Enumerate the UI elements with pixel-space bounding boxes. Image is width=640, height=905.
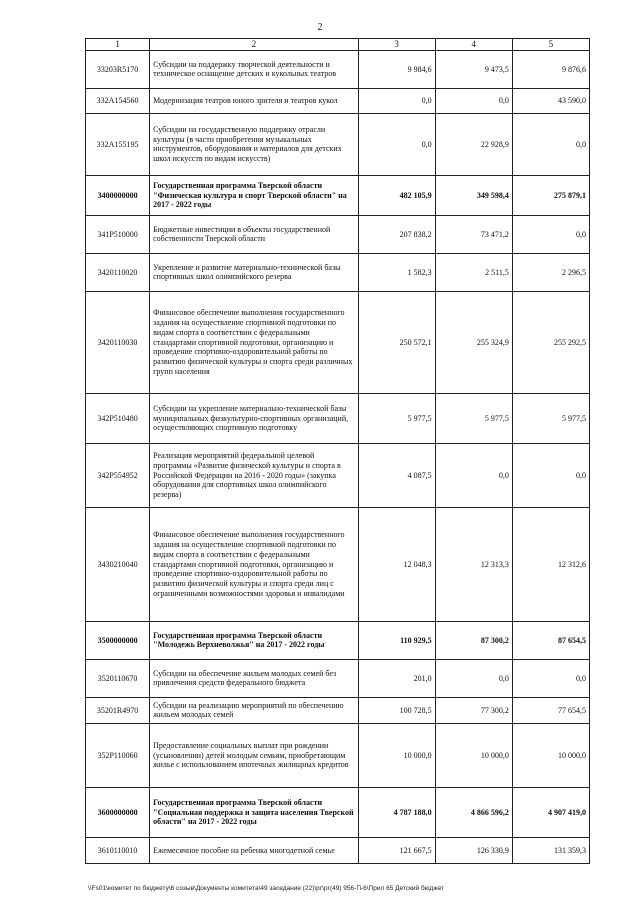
- table-row: [86, 291, 590, 393]
- header-col-1: 1: [86, 39, 150, 51]
- row-value-2018: 0,0: [435, 443, 512, 507]
- row-value-2018: 77 300,2: [435, 697, 512, 723]
- row-name: Финансовое обеспечение выполнения государственного задания на осуществление спортивной подготовки по видам спорта в соответствии с федеральными стандартами спортивной подготовки, организацию и проведение спортивно-оздоровительной работы по развитию физической культуры и спорта среди различных групп населения: [150, 291, 358, 393]
- row-name: Реализация мероприятий федеральной целевой программы «Развитие физической культуры и спорта в Российской Федерации на 2016 - 2020 годы» (закупка оборудования для спортивных школ олимпийского резерва): [150, 443, 358, 507]
- row-value-2019: 77 654,5: [512, 697, 589, 723]
- table-row-program: [86, 175, 590, 215]
- row-name: Субсидии на поддержку творческой деятельности и техническое оснащение детских и кукольных театров: [150, 50, 358, 88]
- row-value-2018: 4 866 596,2: [435, 787, 512, 837]
- table-row: [86, 393, 590, 443]
- header-col-2: 2: [150, 39, 358, 51]
- row-code: 33203R5170: [86, 50, 150, 88]
- row-value-2017: 207 838,2: [358, 215, 435, 253]
- row-value-2019: 87 654,5: [512, 621, 589, 659]
- header-col-4: 4: [435, 39, 512, 51]
- row-value-2017: 250 572,1: [358, 291, 435, 393]
- row-code: 3520110670: [86, 659, 150, 697]
- row-value-2019: 9 876,6: [512, 50, 589, 88]
- row-code: 35201R4970: [86, 697, 150, 723]
- row-value-2019: 10 000,0: [512, 723, 589, 787]
- row-name: Субсидии на государственную поддержку отрасли культуры (в части приобретения музыкальных инструментов, оборудования и материалов для детских школ искусств по видам искусств): [150, 113, 358, 175]
- row-value-2018: 126 330,9: [435, 837, 512, 863]
- row-code: 3420110030: [86, 291, 150, 393]
- row-code: 332A154560: [86, 88, 150, 113]
- table-row: [86, 659, 590, 697]
- table-row: [86, 215, 590, 253]
- row-name: Государственная программа Тверской области "Физическая культура и спорт Тверской области" на 2017 - 2022 годы: [150, 175, 358, 215]
- row-value-2019: 0,0: [512, 215, 589, 253]
- row-code: 342P510480: [86, 393, 150, 443]
- row-value-2019: 2 296,5: [512, 253, 589, 291]
- row-name: Финансовое обеспечение выполнения государственного задания на осуществление спортивной подготовки по видам спорта в соответствии с федеральными стандартами спортивной подготовки, организацию и проведение спортивно-оздоровительной работы по развитию физической культуры и спорта среди лиц с ограниченными возможностями здоровья и инвалидами: [150, 507, 358, 621]
- row-value-2018: 0,0: [435, 88, 512, 113]
- row-value-2017: 4 087,5: [358, 443, 435, 507]
- row-value-2018: 73 471,2: [435, 215, 512, 253]
- row-code: 3610110010: [86, 837, 150, 863]
- row-name: Укрепление и развитие материально-технической базы спортивных школ олимпийского резерва: [150, 253, 358, 291]
- footer-file-path: \\Fs01\комитет по бюджету\6 созыв\Документы комитета\49 заседание (22)\рг\рг(49) 956-П-6\Прил 65 Детский бюджет: [88, 885, 444, 892]
- header-col-3: 3: [358, 39, 435, 51]
- row-value-2018: 87 300,2: [435, 621, 512, 659]
- table-row: [86, 88, 590, 113]
- table-row-program: [86, 787, 590, 837]
- row-value-2017: 0,0: [358, 88, 435, 113]
- row-code: 342P554952: [86, 443, 150, 507]
- row-value-2017: 201,0: [358, 659, 435, 697]
- row-value-2019: 0,0: [512, 659, 589, 697]
- row-value-2017: 482 105,9: [358, 175, 435, 215]
- row-code: 332A155195: [86, 113, 150, 175]
- row-name: Модернизация театров юного зрителя и театров кукол: [150, 88, 358, 113]
- row-name: Государственная программа Тверской области "Социальная поддержка и защита населения Тверской области" на 2017 - 2022 годы: [150, 787, 358, 837]
- row-code: 352P110060: [86, 723, 150, 787]
- row-value-2017: 100 728,5: [358, 697, 435, 723]
- table-row: [86, 507, 590, 621]
- row-value-2019: 0,0: [512, 113, 589, 175]
- row-name: Ежемесячное пособие на ребенка многодетной семье: [150, 837, 358, 863]
- table-row: [86, 113, 590, 175]
- row-value-2019: 0,0: [512, 443, 589, 507]
- row-name: Государственная программа Тверской области "Молодежь Верхневолжья" на 2017 - 2022 годы: [150, 621, 358, 659]
- row-value-2017: 9 984,6: [358, 50, 435, 88]
- row-value-2017: 10 000,0: [358, 723, 435, 787]
- row-value-2019: 43 590,0: [512, 88, 589, 113]
- row-code: 3400000000: [86, 175, 150, 215]
- table-body: [86, 50, 590, 863]
- row-code: 3500000000: [86, 621, 150, 659]
- row-value-2019: 5 977,5: [512, 393, 589, 443]
- row-value-2019: 4 907 419,0: [512, 787, 589, 837]
- row-value-2017: 1 582,3: [358, 253, 435, 291]
- row-name: Субсидии на укрепление материально-технической базы муниципальных физкультурно-спортивных организаций, осуществляющих спортивную подготовку: [150, 393, 358, 443]
- row-value-2017: 5 977,5: [358, 393, 435, 443]
- row-value-2018: 22 928,9: [435, 113, 512, 175]
- row-value-2017: 0,0: [358, 113, 435, 175]
- row-code: 341P510000: [86, 215, 150, 253]
- row-value-2017: 110 929,5: [358, 621, 435, 659]
- row-value-2017: 4 787 188,0: [358, 787, 435, 837]
- row-value-2017: 121 667,5: [358, 837, 435, 863]
- row-value-2018: 255 324,9: [435, 291, 512, 393]
- row-value-2019: 131 359,3: [512, 837, 589, 863]
- row-name: Субсидии на реализацию мероприятий по обеспечению жильем молодых семей: [150, 697, 358, 723]
- table-row: [86, 697, 590, 723]
- table-row-program: [86, 621, 590, 659]
- row-value-2018: 2 511,5: [435, 253, 512, 291]
- page-number: 2: [317, 22, 323, 33]
- row-name: Предоставление социальных выплат при рождении (усыновлении) детей молодым семьям, приобретающим жилье с использованием ипотечных жилищных кредитов: [150, 723, 358, 787]
- table-row: [86, 50, 590, 88]
- row-value-2018: 5 977,5: [435, 393, 512, 443]
- table-row: [86, 837, 590, 863]
- header-col-5: 5: [512, 39, 589, 51]
- row-value-2017: 12 048,3: [358, 507, 435, 621]
- row-name: Субсидии на обеспечение жильем молодых семей без привлечения средств федерального бюджета: [150, 659, 358, 697]
- row-value-2018: 0,0: [435, 659, 512, 697]
- budget-table: [85, 38, 590, 864]
- row-value-2019: 12 312,6: [512, 507, 589, 621]
- row-value-2019: 255 292,5: [512, 291, 589, 393]
- row-code: 3600000000: [86, 787, 150, 837]
- row-value-2019: 275 879,1: [512, 175, 589, 215]
- row-value-2018: 10 000,0: [435, 723, 512, 787]
- row-name: Бюджетные инвестиции в объекты государственной собственности Тверской области: [150, 215, 358, 253]
- row-value-2018: 349 598,4: [435, 175, 512, 215]
- table-row: [86, 443, 590, 507]
- table-header-row: [86, 39, 590, 51]
- row-value-2018: 12 313,3: [435, 507, 512, 621]
- row-code: 3430210040: [86, 507, 150, 621]
- row-code: 3420110020: [86, 253, 150, 291]
- table-row: [86, 253, 590, 291]
- row-value-2018: 9 473,5: [435, 50, 512, 88]
- table-row: [86, 723, 590, 787]
